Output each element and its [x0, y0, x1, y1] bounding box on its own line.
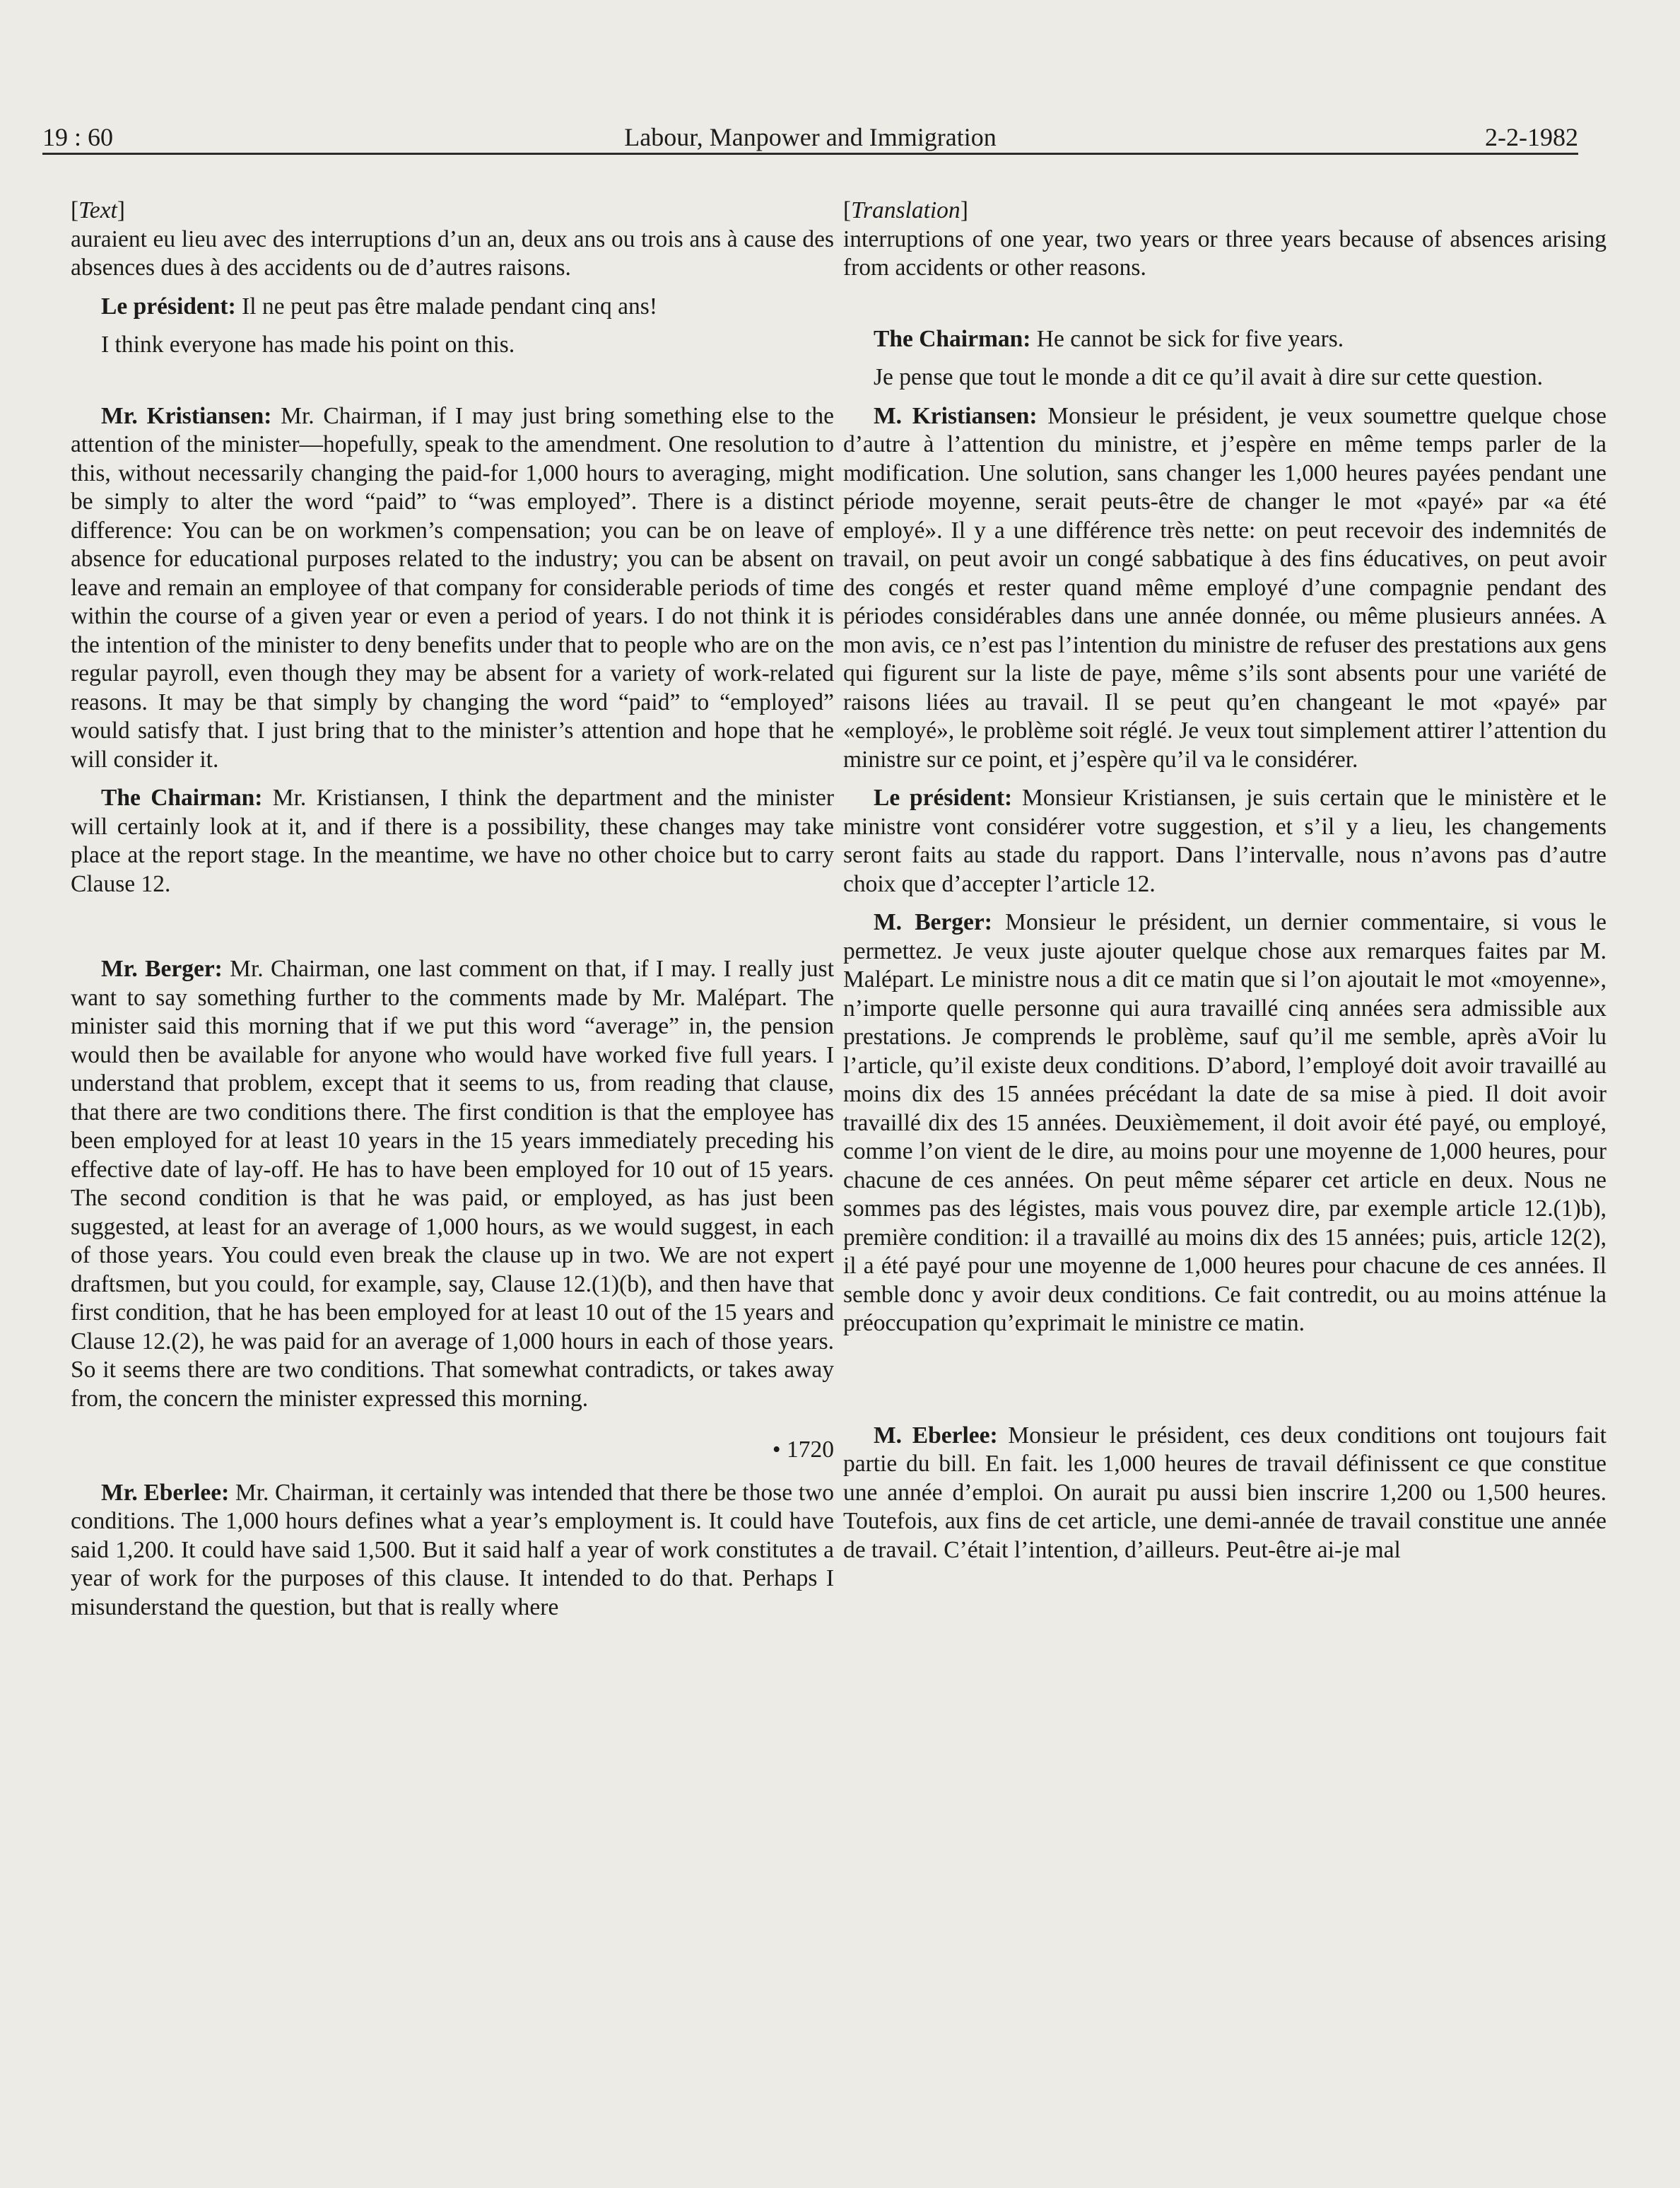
speaker-name: M. Eberlee:: [874, 1422, 998, 1449]
column-label: [Text]: [71, 197, 125, 223]
speaker-name: Mr. Berger:: [101, 956, 223, 982]
paragraph: Le président: Monsieur Kristiansen, je suis certain que le ministère et le ministre vont considérer votre suggestion, et s’il y a lieu, les changements seront faits au stade du rapport. Dans l’intervalle, nous n’avons pas d’autre choix que d’accepter l’article 12.: [843, 785, 1606, 897]
paragraph: Je pense que tout le monde a dit ce qu’il avait à dire sur cette question.: [874, 364, 1543, 390]
running-header: [42, 119, 1578, 155]
paragraph: Mr. Eberlee: Mr. Chairman, it certainly was intended that there be those two conditions. The 1,000 hours defines what a year’s employment is. It could have said 1,200. It could have said 1,500. But it said half a year of work constitutes a year of work for the purposes of this clause. It intended to do that. Perhaps I misunderstand the question, but that is really where: [71, 1479, 834, 1620]
paragraph: Le président: Il ne peut pas être malade pendant cinq ans!: [101, 293, 657, 320]
paragraph: The Chairman: He cannot be sick for five years.: [874, 325, 1344, 352]
paragraph: interruptions of one year, two years or three years because of absences arising from accidents or other reasons.: [843, 226, 1606, 281]
paragraph: M. Berger: Monsieur le président, un dernier commentaire, si vous le permettez. Je veux juste ajouter quelque chose aux remarques faites par M. Malépart. Le ministre nous a dit ce matin que si l’on ajoutait le mot «moyenne», n’importe quelle personne qui aura travaillé cinq années sera admissible aux prestations. Je comprends le problème, sauf qu’il me semble, après aVoir lu l’article, qu’il existe deux conditions. D’abord, l’employé doit avoir travaillé au moins dix des 15 années précédant la date de sa mise à pied. Il doit avoir travaillé dix des 15 années. Deuxièmement, il doit avoir été payé, ou employé, comme l’on vient de le dire, au moins pour une moyenne de 1,000 heures, pour chacune de ces années. On peut même séparer cet article en deux. Nous ne sommes pas des légistes, mais vous pouvez dire, par exemple article 12.(1)b), première condition: il a travaillé au moins dix des 15 années; puis, article 12(2), il a été payé pour une moyenne de 1,000 heures pour chacune de ces années. Il semble donc y avoir deux conditions. Ce fait contredit, ou au moins atténue la préoccupation qu’exprimait le ministre ce matin.: [843, 909, 1606, 1336]
speaker-name: Le président:: [874, 785, 1013, 811]
paragraph: M. Kristiansen: Monsieur le président, je veux soumettre quelque chose d’autre à l’attention du ministre, et j’espère en même temps parler de la modification. Une solution, sans changer les 1,000 heures payées pendant une période moyenne, serait peuts-être de changer le mot «payé» par «a été employé». Il y a une différence très nette: on peut recevoir des indemnités de travail, on peut avoir un congé sabbatique à des fins éducatives, on peut avoir des congés et rester quand même employé d’une compagnie pendant des périodes considérables dans une année donnée, ou même plusieurs années. A mon avis, ce n’est pas l’intention du ministre de refuser des prestations aux gens qui figurent sur la liste de paye, même s’ils sont absents pour une variété de raisons liées au travail. Il se peut qu’en changeant le mot «payé» par «employé», le problème soit réglé. Je veux tout simplement attirer l’attention du ministre sur ce point, et j’espère qu’il va le considérer.: [843, 402, 1606, 773]
paragraph: auraient eu lieu avec des interruptions d’un an, deux ans ou trois ans à cause des absences dues à des accidents ou de d’autres raisons.: [71, 226, 834, 281]
column-label: [Translation]: [843, 197, 968, 223]
paragraph: M. Eberlee: Monsieur le président, ces deux conditions ont toujours fait partie du bill. En fait. les 1,000 heures de travail définissent ce que constitue une année d’emploi. On aurait pu aussi bien inscrire 1,200 ou 1,500 heures. Toutefois, aux fins de cet article, une demi-année de travail constitue une année de travail. C’était l’intention, d’ailleurs. Peut-être ai-je mal: [843, 1422, 1606, 1563]
left-column: [71, 197, 834, 1622]
speaker-name: M. Berger:: [874, 909, 992, 935]
paragraph: I think everyone has made his point on this.: [101, 332, 515, 358]
paragraph: Mr. Berger: Mr. Chairman, one last comment on that, if I may. I really just want to say something further to the comments made by Mr. Malépart. The minister said this morning that if we put this word “average” in, the pension would then be available for anyone who would have worked five full years. I understand that problem, except that it seems to us, from reading that clause, that there are two conditions there. The first condition is that the employee has been employed for at least 10 years in the 15 years immediately preceding his effective date of lay-off. He has to have been employed for 10 out of 15 years. The second condition is that he was paid, or employed, as has just been suggested, at least for an average of 1,000 hours, as we would suggest, in each of those years. You could even break the clause up in two. We are not expert draftsmen, but you could, for example, say, Clause 12.(1)(b), and then have that first condition, that he has been employed for at least 10 out of the 15 years and Clause 12.(2), he was paid for an average of 1,000 hours in each of those years. So it seems there are two conditions. That somewhat contradicts, or takes away from, the concern the minister expressed this morning.: [71, 956, 834, 1412]
speaker-name: The Chairman:: [874, 325, 1031, 352]
page-reference: 19 : 60: [42, 123, 114, 151]
speaker-name: Le président:: [101, 293, 236, 320]
header-date: 2-2-1982: [1485, 123, 1578, 151]
speaker-name: M. Kristiansen:: [874, 402, 1038, 429]
speaker-name: Mr. Eberlee:: [101, 1479, 230, 1506]
speaker-name: Mr. Kristiansen:: [101, 402, 272, 429]
speaker-name: The Chairman:: [101, 785, 263, 811]
publication-title: Labour, Manpower and Immigration: [624, 123, 997, 151]
right-column: [843, 197, 1606, 1564]
paragraph: The Chairman: Mr. Kristiansen, I think the department and the minister will certainly look at it, and if there is a possibility, these changes may take place at the report stage. In the meantime, we have no other choice but to carry Clause 12.: [71, 785, 834, 897]
paragraph: Mr. Kristiansen: Mr. Chairman, if I may just bring something else to the attention of the minister—hopefully, speak to the amendment. One resolution to this, without necessarily changing the paid-for 1,000 hours to averaging, might be simply to alter the word “paid” to “was employed”. There is a distinct difference: You can be on workmen’s compensation; you can be on leave of absence for educational purposes related to the industry; you can be absent on leave and remain an employee of that company for considerable periods of time within the course of a given year or even a period of years. I do not think it is the intention of the minister to deny benefits under that to people who are on the regular payroll, even though they may be absent for a variety of work-related reasons. It may be that simply by changing the word “paid” to “employed” would satisfy that. I just bring that to the minister’s attention and hope that he will consider it.: [71, 402, 834, 773]
time-marker: • 1720: [772, 1437, 834, 1463]
